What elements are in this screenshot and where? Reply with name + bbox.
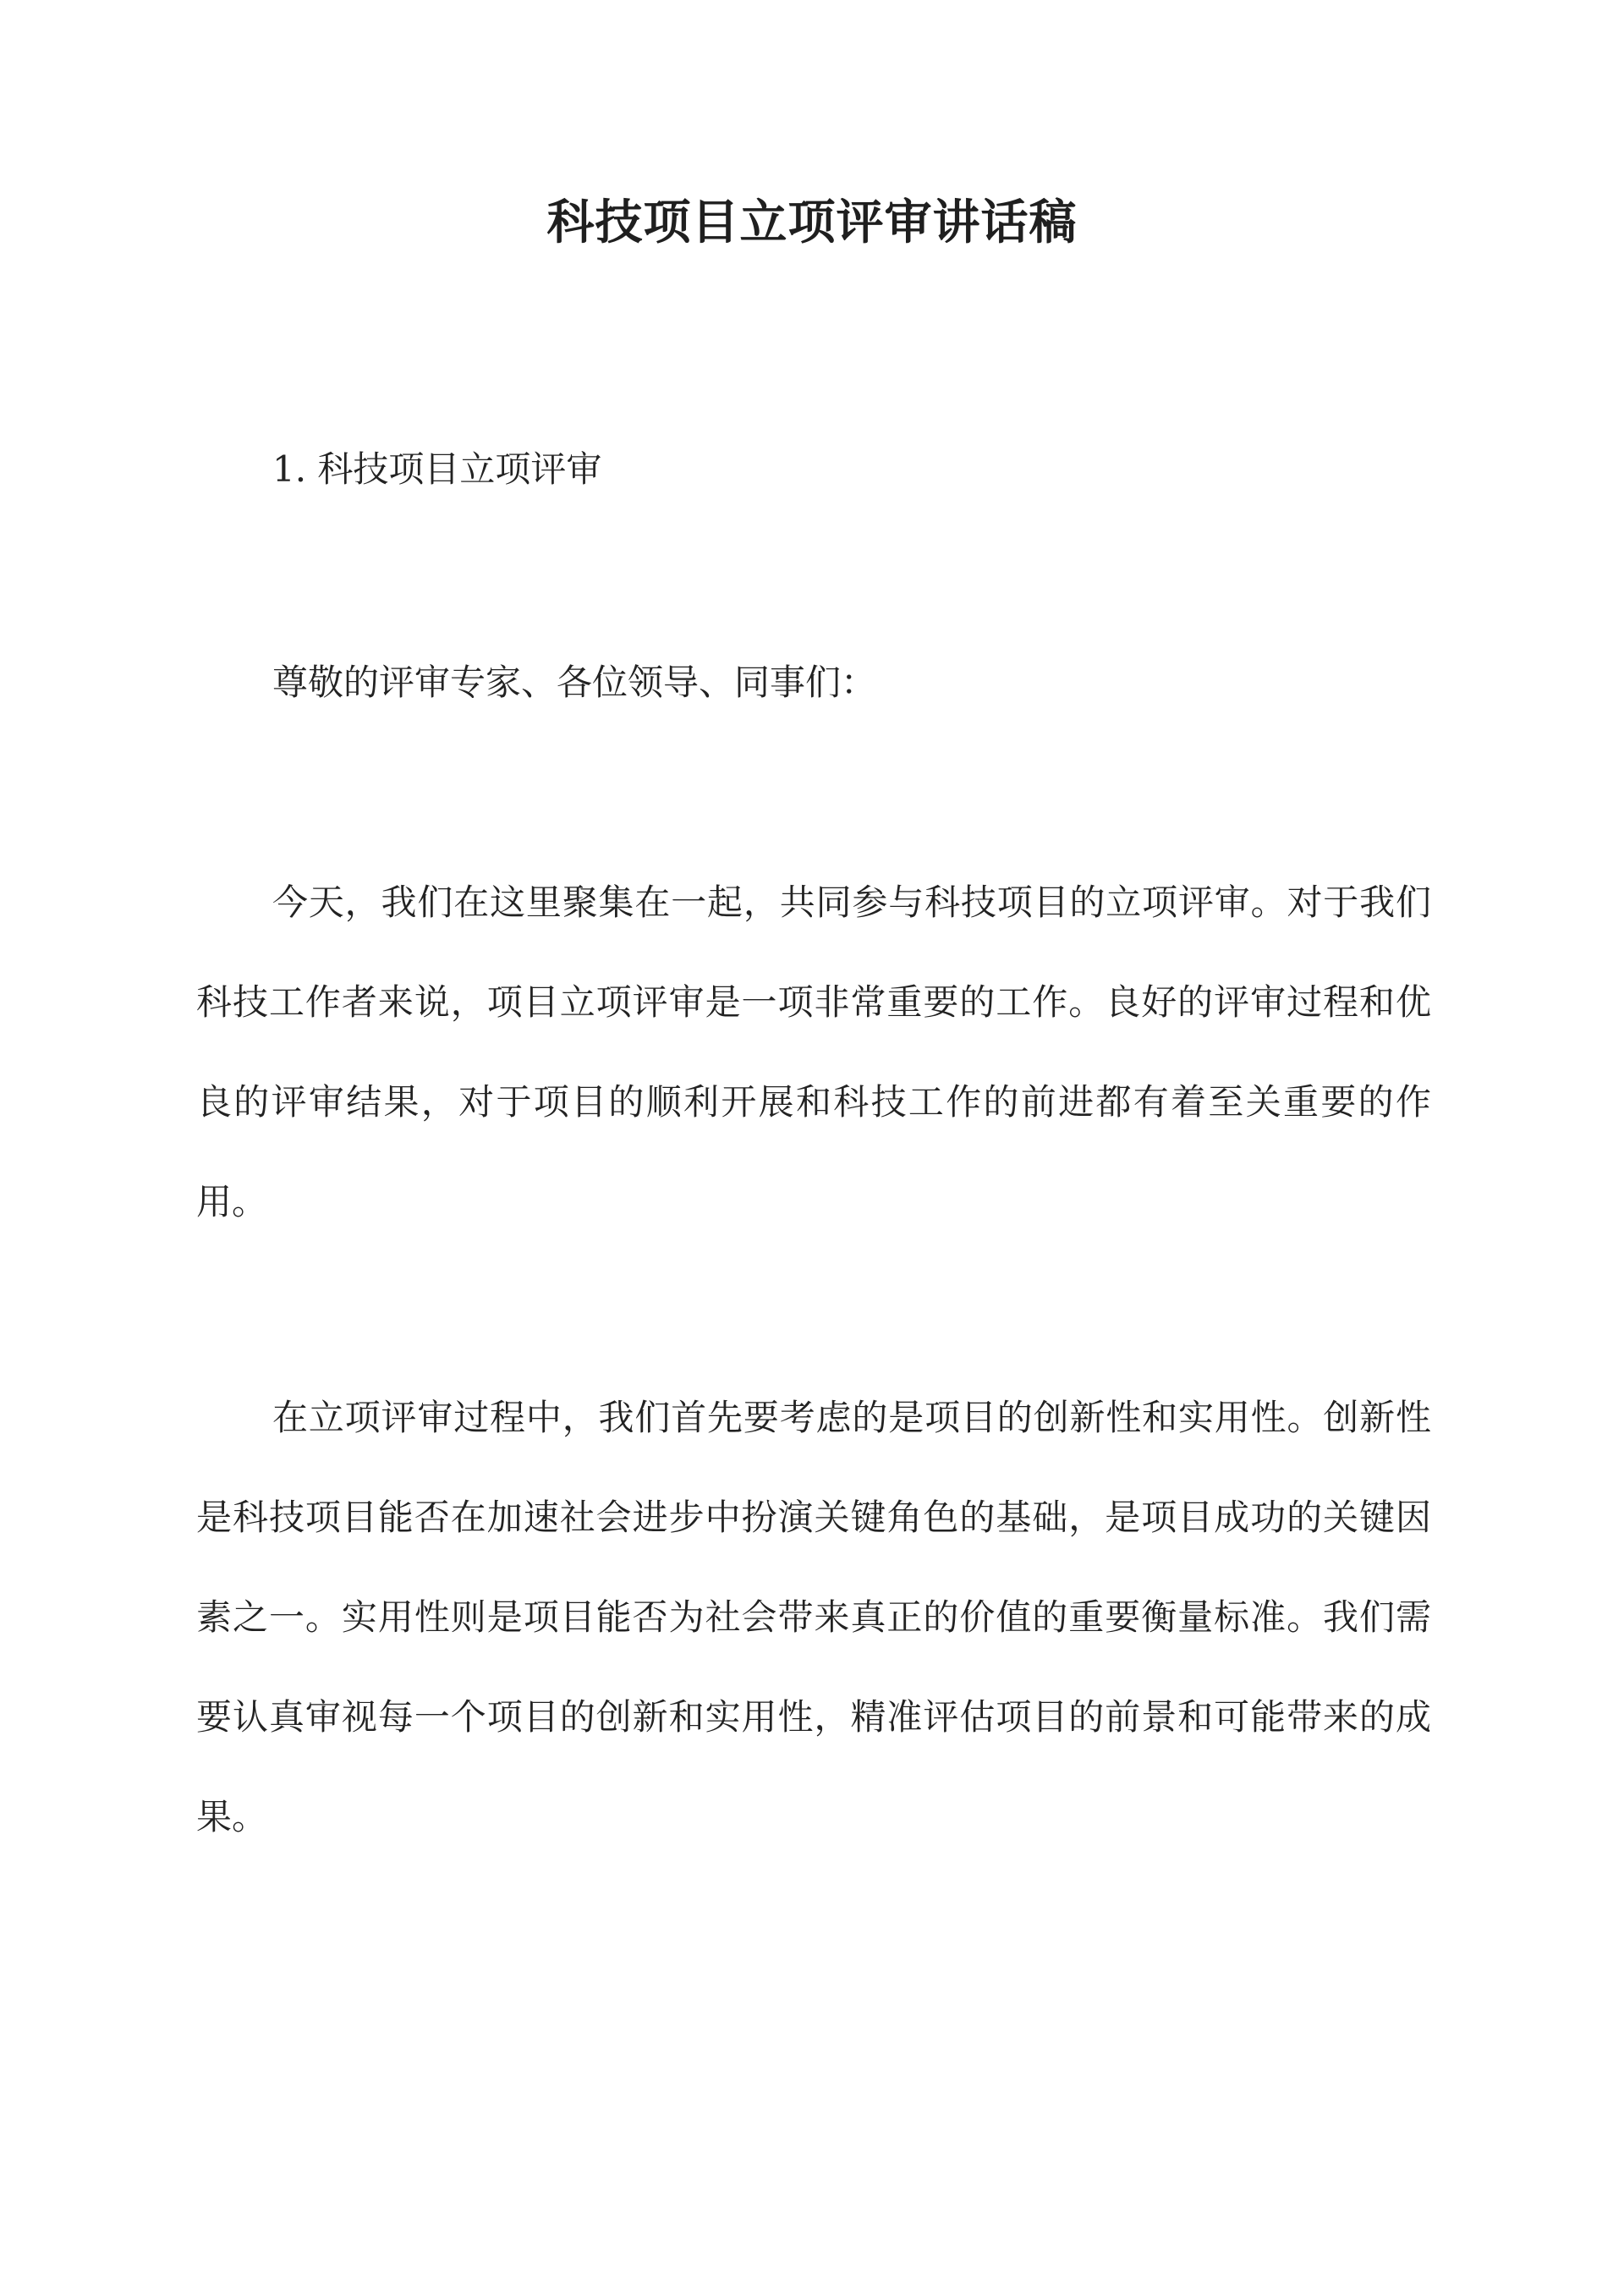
section-heading: 1. 科技项目立项评审 [272,448,602,490]
body-paragraph: 今天，我们在这里聚集在一起，共同参与科技项目的立项评审。对于我们科技工作者来说，项目立项评审是一项非常重要的工作。良好的评审过程和优良的评审结果，对于项目的顺利开展和科技工作的前进都有着至关重要的作用。 [196,882,1431,1222]
body-paragraph: 在立项评审过程中，我们首先要考虑的是项目的创新性和实用性。创新性是科技项目能否在加速社会进步中扮演关键角色的基础，是项目成功的关键因素之一。实用性则是项目能否为社会带来真正的价值的重要衡量标准。我们需要认真审视每一个项目的创新和实用性，精准评估项目的前景和可能带来的成果。 [196,1397,1431,1837]
page-title: 科技项目立项评审讲话稿 [546,195,1078,250]
salutation: 尊敬的评审专家、各位领导、同事们： [272,662,877,703]
